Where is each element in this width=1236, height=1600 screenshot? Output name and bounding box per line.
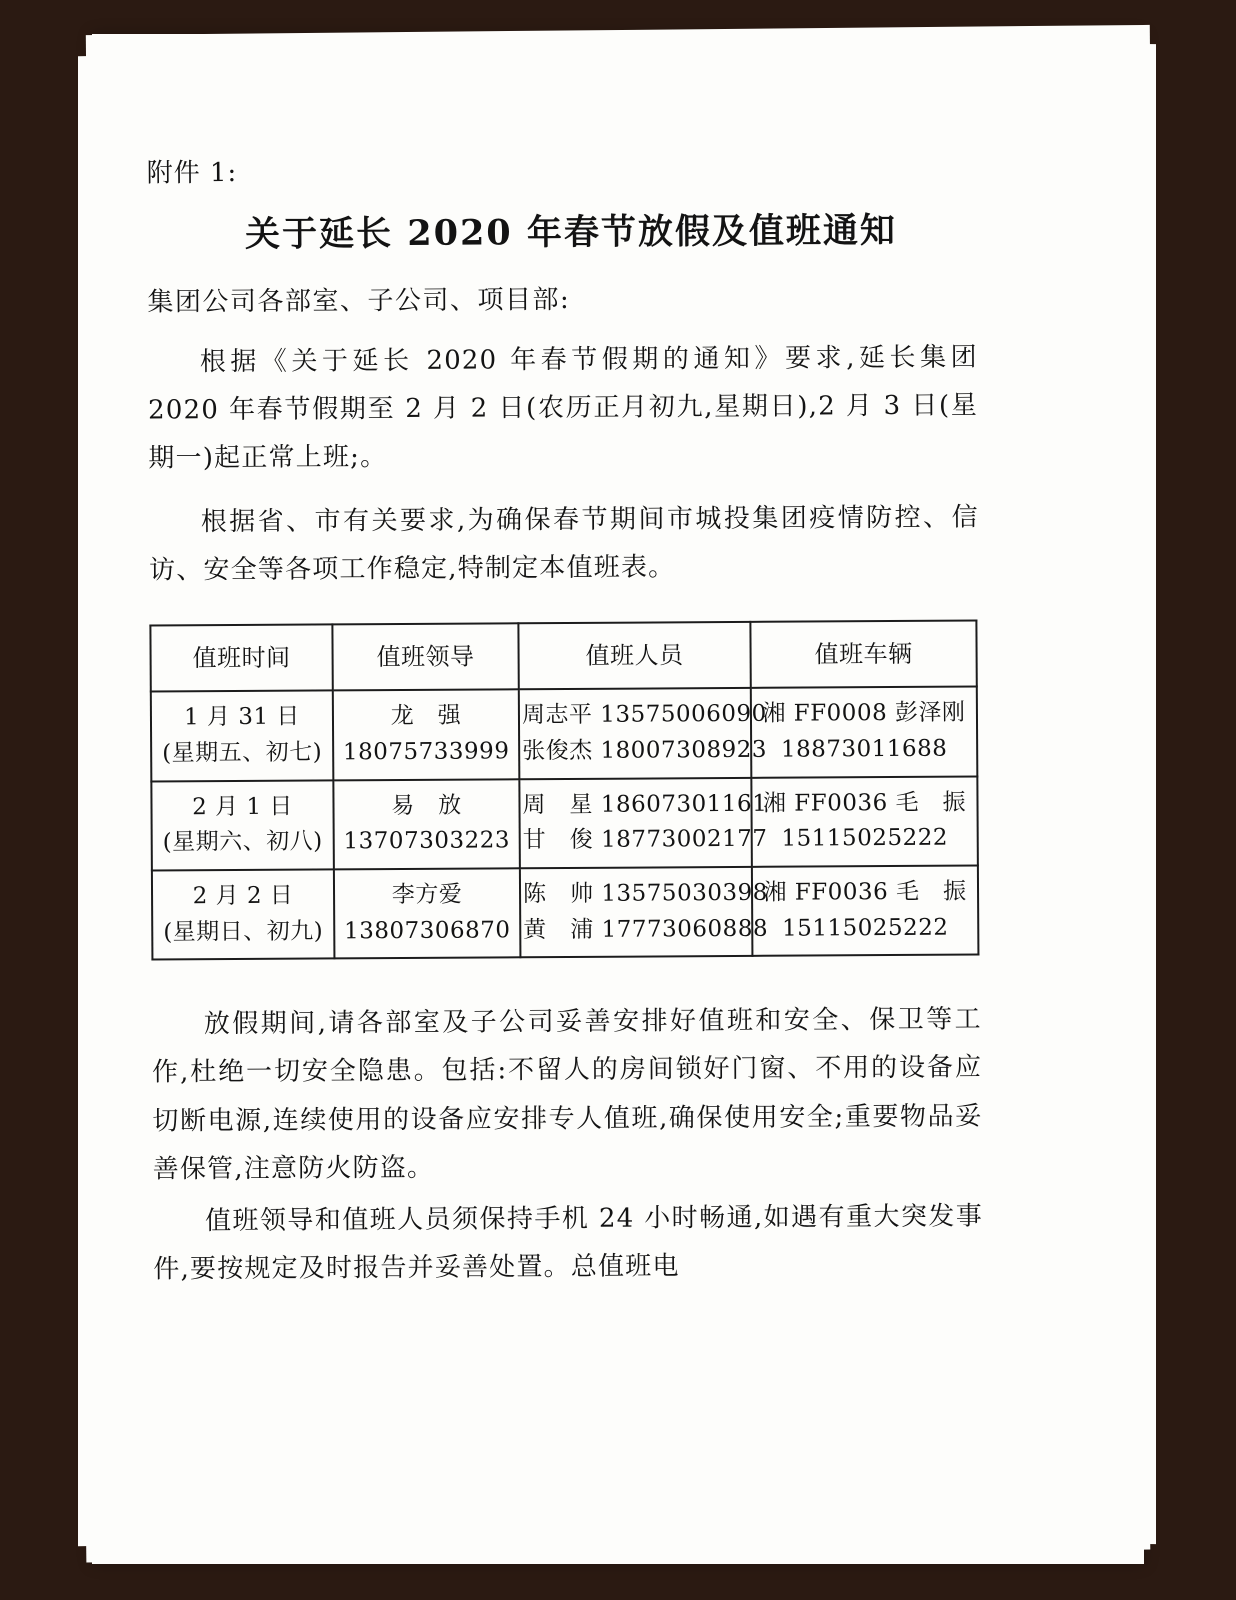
cell-vehicle-line2: 15115025222 xyxy=(781,914,949,942)
cell-time-line2: (星期六、初八) xyxy=(162,828,323,856)
closing-paragraph-2: 值班领导和值班人员须保持手机 24 小时畅通,如遇有重大突发事件,要按规定及时报告并妥善处置。总值班电 xyxy=(153,1201,984,1285)
cell-time xyxy=(151,691,334,781)
body-paragraph-2: 根据省、市有关要求,为确保春节期间市城投集团疫情防控、信访、安全等各项工作稳定,特制定本值班表。 xyxy=(148,502,979,586)
cell-staff xyxy=(519,688,768,779)
cell-leader xyxy=(333,690,520,780)
cell-staff-line1: 陈 帅 13575030398 xyxy=(522,879,768,908)
table-row xyxy=(151,687,978,781)
cell-leader-name: 李方爱 xyxy=(391,881,463,909)
addressee-line: 集团公司各部室、子公司、项目部: xyxy=(147,284,571,318)
page-title: 关于延长 2020 年春节放假及值班通知 xyxy=(244,209,898,255)
cell-staff-line2: 张俊杰 18007308923 xyxy=(522,736,768,765)
cell-staff-line1: 周 星 18607301161 xyxy=(522,790,768,819)
table-header-row xyxy=(150,621,976,692)
cell-staff xyxy=(520,867,769,958)
attachment-label: 附件 1: xyxy=(146,157,238,189)
cell-leader-phone: 13707303223 xyxy=(343,827,511,855)
cell-vehicle-line1: 湘 FF0036 毛 振 xyxy=(762,789,967,817)
cell-leader-name: 易 放 xyxy=(391,792,462,819)
cell-leader xyxy=(333,779,520,869)
cell-vehicle-line2: 18873011688 xyxy=(780,735,948,763)
cell-leader-name: 龙 强 xyxy=(390,703,462,730)
cell-staff-line2: 黄 浦 17773060888 xyxy=(523,915,769,943)
closing-section xyxy=(152,996,984,1294)
cell-time-line1: 1 月 31 日 xyxy=(183,704,300,731)
cell-staff-line1: 周志平 13575006090 xyxy=(521,701,767,729)
cell-time xyxy=(151,780,334,870)
cell-time-line1: 2 月 2 日 xyxy=(192,882,294,910)
cell-leader-phone: 18075733999 xyxy=(342,738,510,766)
cell-time-line2: (星期日、初九) xyxy=(163,918,324,946)
cell-time-line1: 2 月 1 日 xyxy=(192,793,293,821)
column-header-leader: 值班领导 xyxy=(332,624,518,691)
table-row xyxy=(152,866,979,960)
cell-staff xyxy=(519,778,768,869)
document-content xyxy=(147,147,984,1297)
cell-vehicle xyxy=(751,776,978,867)
cell-vehicle-line1: 湘 FF0008 彭泽刚 xyxy=(762,700,966,728)
cell-leader-phone: 13807306870 xyxy=(343,917,511,945)
table-row xyxy=(151,776,978,870)
closing-paragraph-1: 放假期间,请各部室及子公司妥善安排好值班和安全、保卫等工作,杜绝一切安全隐患。包括:不留人的房间锁好门窗、不用的设备应切断电源,连续使用的设备应安排专人值班,确保使用安全;重要物品妥善保管,注意防火防盗。 xyxy=(152,1004,983,1185)
column-header-staff: 值班人员 xyxy=(518,622,750,689)
cell-vehicle xyxy=(751,687,978,778)
cell-staff-line2: 甘 俊 18773002177 xyxy=(522,826,768,854)
column-header-vehicle: 值班车辆 xyxy=(750,621,976,688)
cell-vehicle xyxy=(752,866,979,957)
cell-vehicle-line2: 15115025222 xyxy=(781,825,949,853)
duty-schedule-table xyxy=(149,620,979,961)
cell-time xyxy=(152,869,335,959)
body-paragraph-1: 根据《关于延长 2020 年春节假期的通知》要求,延长集团 2020 年春节假期至 2 月 2 日(农历正月初九,星期日),2 月 3 日(星期一)起正常上班;。 xyxy=(147,342,979,474)
cell-vehicle-line1: 湘 FF0036 毛 振 xyxy=(763,878,967,906)
cell-time-line2: (星期五、初七) xyxy=(162,739,323,767)
column-header-time: 值班时间 xyxy=(150,625,332,692)
cell-leader xyxy=(334,868,521,958)
